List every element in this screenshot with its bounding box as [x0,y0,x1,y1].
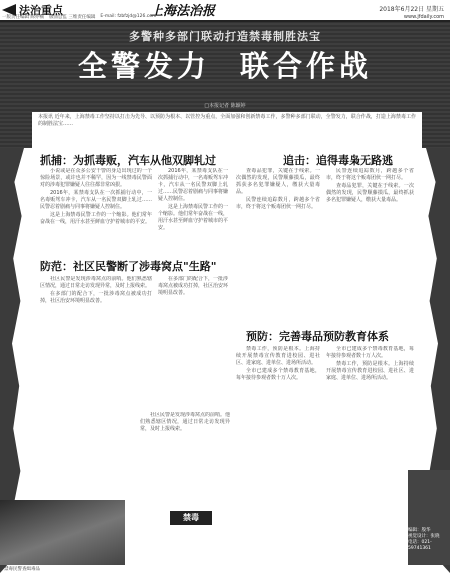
paragraph: 在多部门的配合下，一批涉毒窝点被成功打掉，社区治安环境明显改善。 [40,291,152,304]
article-intro: 本报讯 近年来，上海禁毒工作坚持以打击为先导、以预防为根本、以管控为重点，全面加强和创新禁毒工作，多警种多部门联动，全警发力，联合作战，打造上海禁毒工作的制胜法宝…… [32,112,422,148]
drug-control-badge: 禁毒 [170,511,212,525]
paragraph: 全市已建成多个禁毒教育基地，每年接待参观者数十万人次。 [326,346,414,359]
paragraph: 在多部门的配合下，一批涉毒窝点被成功打掉，社区治安环境明显改善。 [158,276,228,296]
paragraph: 禁毒工作，预防是根本。上海持续开展禁毒宣传教育进校园、进社区、进家庭、进单位、进场所活动。 [236,346,320,366]
nav-item: E-mail: fzbfzjd@126.com [100,14,157,19]
section-body-pursuit [236,168,320,306]
paragraph: 这是上海禁毒民警工作的一个缩影。他们常年奋战在一线，用汗水甚至鲜血守护着城市的平安。 [40,212,152,225]
paragraph: 这是上海禁毒民警工作的一个缩影。他们常年奋战在一线，用汗水甚至鲜血守护着城市的平安。 [158,204,228,231]
paragraph: 2016年，某禁毒支队在一次抓捕行动中，一名毒贩驾车冲卡，汽车从一名民警双脚上轧过……民警忍着剧痛与同事将嫌疑人控制住。 [158,168,228,202]
paragraph: 小说或是在众多公安干警的身边出现过的一个惊险场景，或许也并不稀罕，因为一线禁毒民警面对的涉毒犯罪嫌疑人往往都非常凶狠。 [40,168,152,188]
editor-credit [408,528,450,552]
section-body-prevention-more [140,412,230,500]
paragraph: 查毒品犯罪，关键在于线索。一次偶然的发现，民警顺藤摸瓜，最终抓获多名犯罪嫌疑人，缴获大量毒品。 [236,168,320,195]
issue-date: 2018年6月22日 星期五 [379,6,444,13]
section-body-education-cont [326,346,414,496]
site-url[interactable]: www.jfdaily.com [403,14,444,20]
section-body-prevention-cont [158,276,228,406]
paragraph: 禁毒工作，预防是根本。上海持续开展禁毒宣传教育进校园、进社区、进家庭、进单位、进场所活动。 [326,361,414,381]
section-body-pursuit-cont [326,168,414,306]
byline: □本报记者 陈颖婷 [204,103,246,109]
headline-right: 联合作战 [240,49,373,83]
section-body-prevention [40,276,152,406]
headline-kicker: 多警种多部门联动打造禁毒制胜法宝 [129,30,321,43]
section-body-capture-cont [158,168,228,250]
headline-left: 全警发力 [78,49,211,83]
nav-item: 版面总监 三维责任编辑 [48,15,96,20]
credit-line: 编辑：殷华 [408,528,431,533]
photo-caption: 禁毒民警查缉毒品 [4,567,40,572]
section-title-education: 预防：完善毒品预防教育体系 [246,330,389,343]
credit-line: 电话：021-59741361 [408,540,432,551]
section-title-pursuit: 追击：追得毒枭无路逃 [283,154,393,167]
paragraph: 民警连续追踪数月，跨越多个省市，终于将这个贩毒团伙一网打尽。 [236,197,320,210]
paragraph: 社区民警是发现涉毒窝点的前哨。他们熟悉辖区情况，通过日常走访发现异常，及时上报线索。 [140,412,230,432]
section-name: 法治重点 [19,4,63,17]
section-body-capture [40,168,152,250]
nav-item: 一版责任编辑 陈亦楠 [2,15,44,20]
credit-line: 视觉设计：张晓 [408,534,440,539]
section-body-education [236,346,320,496]
section-title-capture: 抓捕：为抓毒贩，汽车从他双脚轧过 [40,154,216,167]
masthead: 上海法治报 [150,4,216,19]
section-title-prevention: 防范：社区民警断了涉毒窝点"生路" [40,260,217,273]
news-photo [0,500,125,565]
paragraph: 查毒品犯罪，关键在于线索。一次偶然的发现，民警顺藤摸瓜，最终抓获多名犯罪嫌疑人，缴获大量毒品。 [326,183,414,203]
paragraph: 2016年，某禁毒支队在一次抓捕行动中，一名毒贩驾车冲卡，汽车从一名民警双脚上轧过……民警忍着剧痛与同事将嫌疑人控制住。 [40,190,152,210]
paragraph: 民警连续追踪数月，跨越多个省市，终于将这个贩毒团伙一网打尽。 [326,168,414,181]
paragraph: 全市已建成多个禁毒教育基地，每年接待参观者数十万人次。 [236,368,320,381]
paragraph: 社区民警是发现涉毒窝点的前哨。他们熟悉辖区情况，通过日常走访发现异常，及时上报线索。 [40,276,152,289]
